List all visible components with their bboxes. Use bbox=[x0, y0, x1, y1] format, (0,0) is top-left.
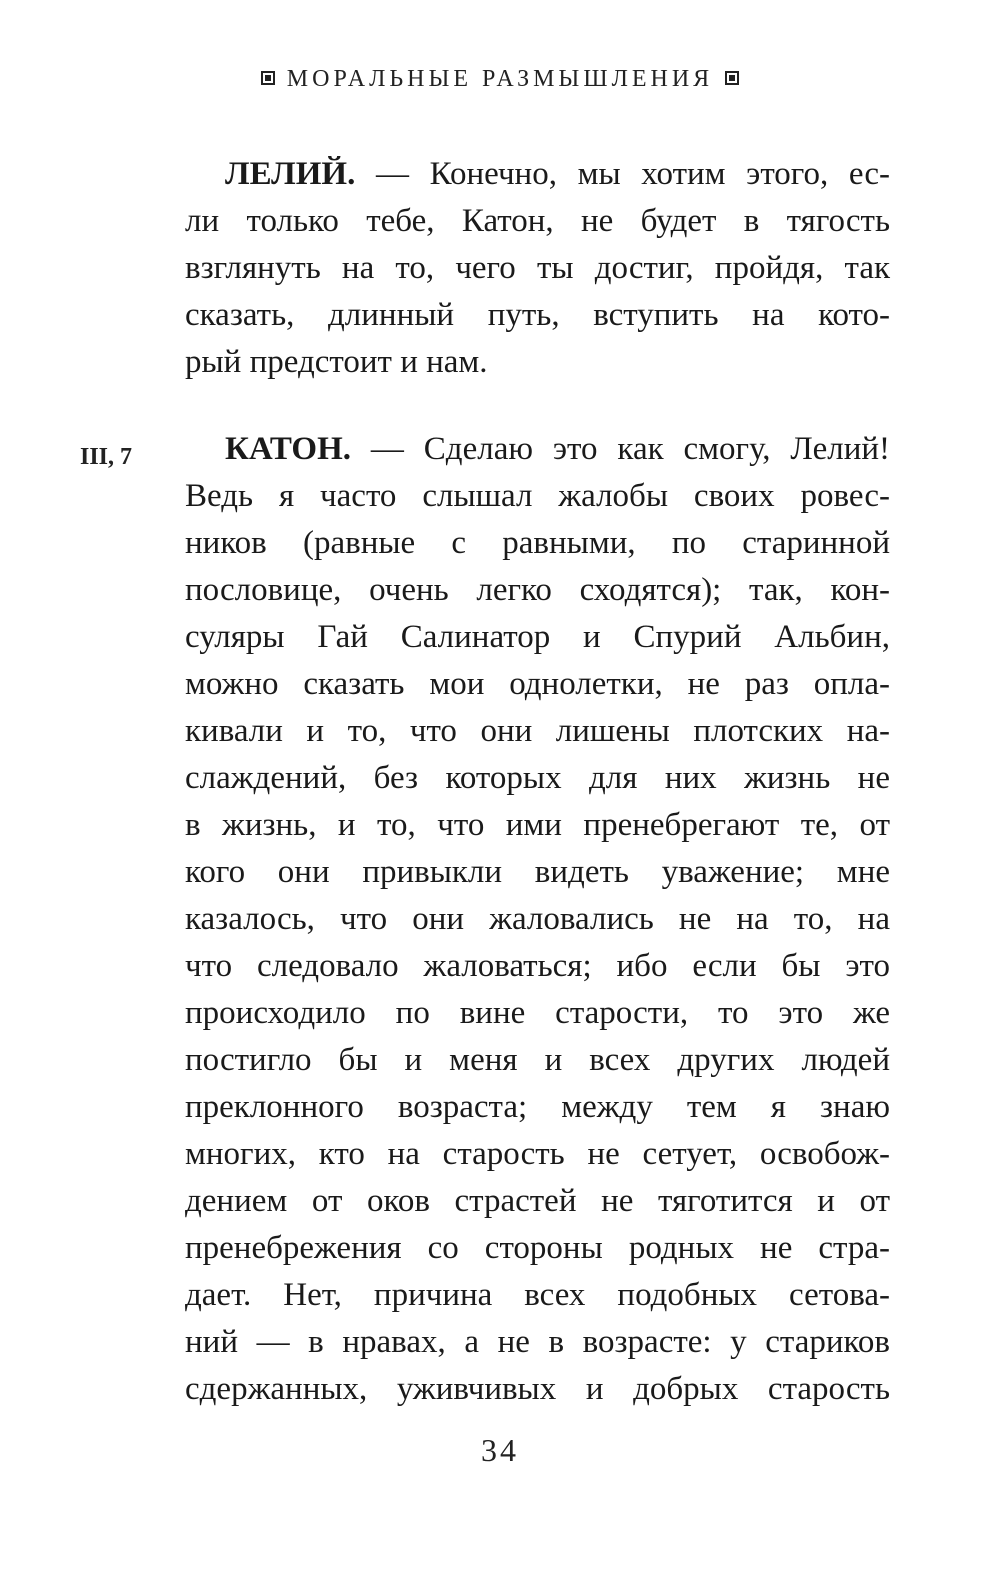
text-line: в жизнь, и то, что ими пренебрегают те, от bbox=[185, 807, 890, 843]
ornament-right-icon bbox=[725, 71, 739, 85]
text-line: дением от оков страстей не тяготится и от bbox=[185, 1183, 890, 1219]
text-line: Ведь я часто слышал жалобы своих ровес- bbox=[185, 478, 890, 514]
text-line: пословице, очень легко сходятся); так, кон- bbox=[185, 572, 890, 608]
text-line: казалось, что они жаловались не на то, на bbox=[185, 901, 890, 937]
text-line: рый предстоит и нам. bbox=[185, 344, 488, 380]
margin-reference: III, 7 bbox=[80, 444, 133, 470]
text-line: происходило по вине старости, то это же bbox=[185, 995, 890, 1031]
text-line: взглянуть на то, чего ты достиг, пройдя, так bbox=[185, 250, 890, 286]
text-line: многих, кто на старость не сетует, освобож- bbox=[185, 1136, 890, 1172]
paragraph-first-line: ЛЕЛИЙ. — Конечно, мы хотим этого, ес- bbox=[225, 156, 890, 192]
text-line: ли только тебе, Катон, не будет в тягость bbox=[185, 203, 890, 239]
text-line: слаждений, без которых для них жизнь не bbox=[185, 760, 890, 796]
paragraph-cato bbox=[185, 426, 890, 1413]
text-line: пренебрежения со стороны родных не стра- bbox=[185, 1230, 890, 1266]
text-line: ников (равные с равными, по старинной bbox=[185, 525, 890, 561]
speaker-name: КАТОН. bbox=[225, 431, 352, 467]
text-line: суляры Гай Салинатор и Спурий Альбин, bbox=[185, 619, 890, 655]
text-line: кивали и то, что они лишены плотских на- bbox=[185, 713, 890, 749]
text-line: дает. Нет, причина всех подобных сетова- bbox=[185, 1277, 890, 1313]
ornament-left-icon bbox=[261, 71, 275, 85]
paragraph-first-line: КАТОН. — Сделаю это как смогу, Лелий! bbox=[225, 431, 890, 467]
text-line: сказать, длинный путь, вступить на кото- bbox=[185, 297, 890, 333]
text-line: кого они привыкли видеть уважение; мне bbox=[185, 854, 890, 890]
speaker-name: ЛЕЛИЙ. bbox=[225, 156, 356, 192]
page-number: 34 bbox=[481, 1432, 519, 1468]
running-head-title: МОРАЛЬНЫЕ РАЗМЫШЛЕНИЯ bbox=[286, 66, 714, 92]
text-line: преклонного возраста; между тем я знаю bbox=[185, 1089, 890, 1125]
text-line: ний — в нравах, а не в возрасте: у стариков bbox=[185, 1324, 890, 1360]
paragraph-lelius bbox=[185, 151, 890, 386]
running-head bbox=[0, 66, 1000, 93]
text-line: что следовало жаловаться; ибо если бы это bbox=[185, 948, 890, 984]
text-line: можно сказать мои однолетки, не раз опла- bbox=[185, 666, 890, 702]
text-line: постигло бы и меня и всех других людей bbox=[185, 1042, 890, 1078]
text-line: сдержанных, уживчивых и добрых старость bbox=[185, 1371, 890, 1407]
